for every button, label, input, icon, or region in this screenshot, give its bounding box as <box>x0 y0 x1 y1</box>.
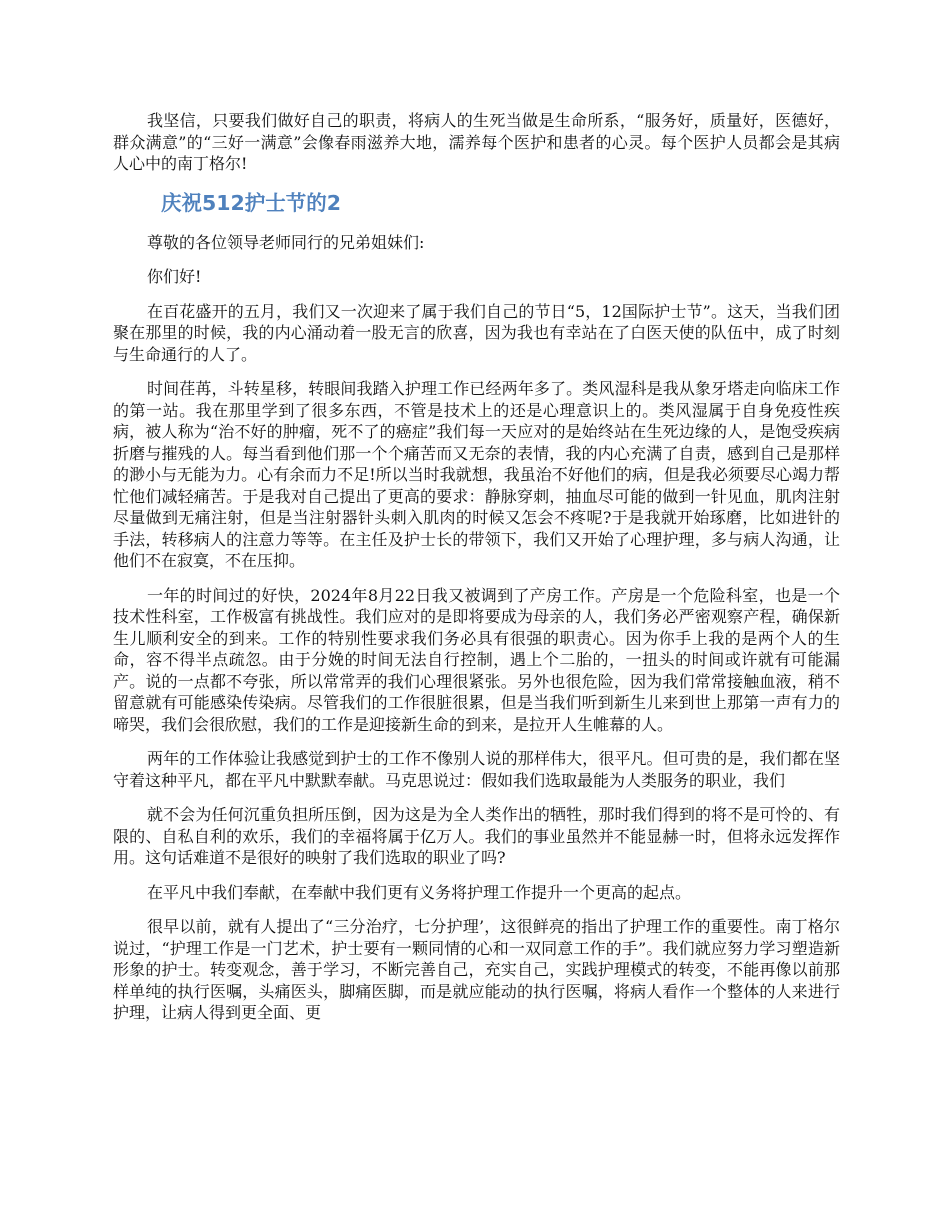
document-page <box>113 110 840 1037</box>
body-paragraph: 时间荏苒，斗转星移，转眼间我踏入护理工作已经两年多了。类风湿科是我从象牙塔走向临床工作的第一站。我在那里学到了很多东西，不管是技术上的还是心理意识上的。类风湿属于自身免疫性疾病，被人称为“治不好的肿瘤，死不了的癌症”我们每一天应对的是始终站在生死边缘的人，是饱受疾病折磨与摧残的人。每当看到他们那一个个痛苦而又无奈的表情，我的内心充满了自责，感到自己是那样的渺小与无能为力。心有余而力不足!所以当时我就想，我虽治不好他们的病，但是我必须要尽心竭力帮忙他们减轻痛苦。于是我对自己提出了更高的要求：静脉穿刺，抽血尽可能的做到一针见血，肌肉注射尽量做到无痛注射，但是当注射器针头刺入肌肉的时候又怎会不疼呢?于是我就开始琢磨，比如进针的手法，转移病人的注意力等等。在主任及护士长的带领下，我们又开始了心理护理，多与病人沟通，让他们不在寂寞，不在压抑。 <box>113 379 840 570</box>
body-paragraph: 在平凡中我们奉献，在奉献中我们更有义务将护理工作提升一个更高的起点。 <box>147 882 692 902</box>
body-paragraph: 一年的时间过的好快，2024年8月22日我又被调到了产房工作。产房是一个危险科室，也是一个技术性科室，工作极富有挑战性。我们应对的是即将要成为母亲的人，我们务必严密观察产程，确保新生儿顺利安全的到来。工作的特别性要求我们务必具有很强的职责心。因为你手上我的是两个人的生命，容不得半点疏忽。由于分娩的时间无法自行控制，遇上个二胎的，一扭头的时间或许就有可能漏产。说的一点都不夸张，所以常常弄的我们心理很紧张。另外也很危险，因为我们常常接触血液，稍不留意就有可能感染传染病。尽管我们的工作很脏很累，但是当我们听到新生儿来到世上那第一声有力的啼哭，我们会很欣慰，我们的工作是迎接新生命的到来，是拉开人生帷幕的人。 <box>113 585 840 734</box>
salutation-paragraph: 尊敬的各位领导老师同行的兄弟姐妹们: <box>147 232 425 252</box>
intro-paragraph: 我坚信，只要我们做好自己的职责，将病人的生死当做是生命所系，“服务好，质量好，医德好，群众满意”的“三好一满意”会像春雨滋养大地，濡养每个医护和患者的心灵。每个医护人员都会是其病人心中的南丁格尔! <box>113 111 840 173</box>
body-paragraph: 就不会为任何沉重负担所压倒，因为这是为全人类作出的牺牲，那时我们得到的将不是可怜的、有限的、自私自利的欢乐，我们的幸福将属于亿万人。我们的事业虽然并不能显赫一时，但将永远发挥作用。这句话难道不是很好的映射了我们选取的职业了吗? <box>113 805 840 867</box>
body-paragraph: 在百花盛开的五月，我们又一次迎来了属于我们自己的节日“5，12国际护士节”。这天，当我们团聚在那里的时候，我的内心涌动着一股无言的欣喜，因为我也有幸站在了白医天使的队伍中，成了时刻与生命通行的人了。 <box>113 301 840 364</box>
section-title: 庆祝512护士节的2 <box>161 190 342 215</box>
greeting-paragraph: 你们好! <box>147 267 202 286</box>
body-paragraph: 很早以前，就有人提出了“三分治疗，七分护理’，这很鲜亮的指出了护理工作的重要性。南丁格尔说过，“护理工作是一门艺术，护士要有一颗同情的心和一双同意工作的手”。我们就应努力学习塑造新形象的护士。转变观念，善于学习，不断完善自己，充实自己，实践护理模式的转变，不能再像以前那样单纯的执行医嘱，头痛医头，脚痛医脚，而是就应能动的执行医嘱，将病人看作一个整体的人来进行护理，让病人得到更全面、更 <box>113 917 840 1022</box>
body-paragraph: 两年的工作体验让我感觉到护士的工作不像别人说的那样伟大，很平凡。但可贵的是，我们都在坚守着这种平凡，都在平凡中默默奉献。马克思说过：假如我们选取最能为人类服务的职业，我们 <box>113 749 840 790</box>
